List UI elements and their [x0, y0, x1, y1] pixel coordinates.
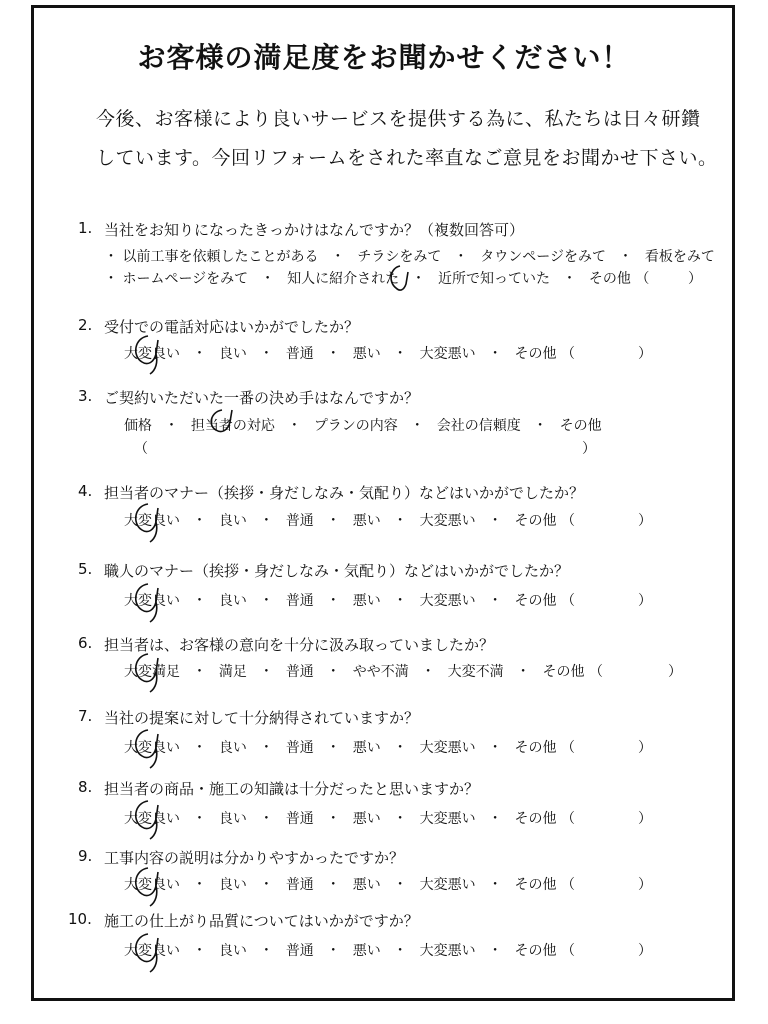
answer-options: [124, 590, 575, 610]
option[interactable]: 大変悪い: [419, 593, 476, 609]
separator: ・: [488, 811, 503, 827]
option[interactable]: やや不満: [352, 664, 409, 680]
option[interactable]: 以前工事を依頼したことがある: [122, 249, 319, 265]
paren-close: ）: [638, 811, 652, 827]
separator: ・: [104, 249, 118, 265]
separator: ・: [192, 811, 207, 827]
question-number: 3.: [78, 387, 93, 405]
separator: ・: [326, 877, 341, 893]
separator: ・: [326, 593, 341, 609]
separator: ・: [164, 418, 179, 434]
option[interactable]: 知人に紹介された: [287, 271, 400, 287]
option[interactable]: その他: [514, 346, 557, 362]
separator: ・: [393, 513, 408, 529]
paren-close: ）: [638, 346, 652, 362]
question-text: 受付での電話対応はいかがでしたか？: [104, 318, 360, 336]
option[interactable]: 良い: [218, 811, 247, 827]
option-selected[interactable]: 大変良い: [124, 811, 180, 827]
option[interactable]: その他: [514, 811, 557, 827]
option[interactable]: 良い: [218, 877, 247, 893]
option[interactable]: 普通: [285, 664, 314, 680]
separator: ・: [192, 346, 207, 362]
separator: ・: [192, 740, 207, 756]
separator: ・: [411, 271, 426, 287]
option-selected[interactable]: 大変良い: [124, 593, 180, 609]
separator: ・: [488, 593, 503, 609]
option[interactable]: 普通: [285, 346, 314, 362]
option[interactable]: 悪い: [352, 877, 381, 893]
question-number: 10.: [68, 910, 92, 928]
paren-close: ）: [688, 271, 702, 287]
paren-open: （: [560, 943, 575, 959]
question-text: 工事内容の説明は分かりやすかったですか？: [104, 849, 405, 867]
answer-options: [124, 661, 603, 681]
separator: ・: [287, 418, 302, 434]
question-number: 1.: [78, 219, 93, 237]
separator: ・: [562, 271, 577, 287]
option[interactable]: 大変不満: [447, 664, 504, 680]
option[interactable]: 普通: [285, 877, 314, 893]
intro-line-2: しています。今回リフォームをされた率直なご意見をお聞かせ下さい。: [96, 147, 718, 169]
paren-open: （: [560, 346, 575, 362]
answer-options: [124, 874, 575, 894]
answer-options: [124, 737, 575, 757]
option[interactable]: 大変悪い: [419, 513, 476, 529]
paren-close: ）: [638, 740, 652, 756]
paren-close: ）: [668, 664, 682, 680]
separator: ・: [488, 740, 503, 756]
option[interactable]: 普通: [285, 593, 314, 609]
separator: ・: [104, 271, 118, 287]
paren-close: ）: [638, 877, 652, 893]
paren-open: （: [560, 877, 575, 893]
paren-open: （: [560, 513, 575, 529]
option[interactable]: プランの内容: [313, 418, 398, 434]
separator: ・: [326, 943, 341, 959]
option[interactable]: チラシをみて: [357, 249, 442, 265]
separator: ・: [192, 664, 207, 680]
option[interactable]: 良い: [218, 513, 247, 529]
answer-options: [124, 343, 575, 363]
separator: ・: [259, 943, 274, 959]
paren-close: ）: [638, 593, 652, 609]
separator: ・: [488, 513, 503, 529]
option[interactable]: その他: [559, 418, 602, 434]
separator: ・: [326, 740, 341, 756]
paren-open: （: [588, 664, 603, 680]
separator: ・: [259, 346, 274, 362]
option[interactable]: 普通: [285, 513, 314, 529]
option[interactable]: 大変悪い: [419, 346, 476, 362]
separator: ・: [488, 943, 503, 959]
option[interactable]: その他: [514, 593, 557, 609]
separator: ・: [421, 664, 436, 680]
question-text: 職人のマナー（挨拶・身だしなみ・気配り）などはいかがでしたか？: [104, 562, 570, 580]
option-selected[interactable]: 大変良い: [124, 346, 180, 362]
option[interactable]: 良い: [218, 740, 247, 756]
separator: ・: [259, 664, 274, 680]
option[interactable]: ホームページをみて: [122, 271, 249, 287]
separator: ・: [259, 877, 274, 893]
option[interactable]: 大変悪い: [419, 877, 476, 893]
question-number: 8.: [78, 778, 93, 796]
option[interactable]: タウンページをみて: [480, 249, 606, 265]
option[interactable]: 悪い: [352, 740, 381, 756]
separator: ・: [326, 346, 341, 362]
separator: ・: [533, 418, 548, 434]
question-number: 7.: [78, 707, 93, 725]
question-text: 当社をお知りになったきっかけはなんですか？（複数回答可）: [104, 221, 525, 239]
option-selected[interactable]: 大変良い: [124, 877, 180, 893]
separator: ・: [393, 346, 408, 362]
option-selected[interactable]: 担当者の対応: [190, 418, 275, 434]
question-number: 6.: [78, 634, 93, 652]
separator: ・: [393, 811, 408, 827]
paren-open: （: [635, 271, 650, 287]
option[interactable]: 大変悪い: [419, 811, 476, 827]
separator: ・: [326, 664, 341, 680]
separator: ・: [259, 593, 274, 609]
paren-close: ）: [638, 943, 652, 959]
answer-options-line-2: [104, 268, 649, 288]
option[interactable]: 普通: [285, 811, 314, 827]
separator: ・: [260, 271, 275, 287]
option-selected[interactable]: 近所で知っていた: [438, 271, 550, 287]
option[interactable]: 悪い: [352, 943, 381, 959]
answer-options: [124, 415, 602, 435]
separator: ・: [618, 249, 633, 265]
answer-options: [124, 808, 575, 828]
page-title: お客様の満足度をお聞かせください！: [137, 41, 631, 74]
question-number: 9.: [78, 847, 93, 865]
separator: ・: [393, 877, 408, 893]
option[interactable]: 良い: [218, 593, 247, 609]
separator: ・: [330, 249, 345, 265]
answer-options: [124, 510, 575, 530]
separator: ・: [192, 593, 207, 609]
paren-close: ）: [582, 441, 596, 457]
question-text: 施工の仕上がり品質についてはいかがですか？: [104, 912, 419, 930]
paren-open: （: [560, 740, 575, 756]
option-selected[interactable]: 大変満足: [124, 664, 180, 680]
separator: ・: [488, 346, 503, 362]
separator: ・: [259, 513, 274, 529]
question-text: 担当者の商品・施工の知識は十分だったと思いますか？: [104, 780, 480, 798]
paren-open: （: [134, 441, 148, 457]
separator: ・: [393, 943, 408, 959]
option-selected[interactable]: 大変良い: [124, 740, 180, 756]
option[interactable]: 普通: [285, 740, 314, 756]
paren-close: ）: [638, 513, 652, 529]
question-number: 2.: [78, 316, 93, 334]
option[interactable]: その他: [514, 943, 557, 959]
separator: ・: [326, 513, 341, 529]
separator: ・: [453, 249, 468, 265]
option[interactable]: その他: [514, 513, 557, 529]
separator: ・: [259, 811, 274, 827]
question-number: 4.: [78, 482, 93, 500]
separator: ・: [259, 740, 274, 756]
question-number: 5.: [78, 560, 93, 578]
separator: ・: [192, 943, 207, 959]
question-text: 当社の提案に対して十分納得されていますか？: [104, 709, 420, 727]
answer-options-line-1: [104, 246, 715, 266]
option[interactable]: 大変悪い: [419, 943, 476, 959]
separator: ・: [393, 593, 408, 609]
option[interactable]: 悪い: [352, 346, 381, 362]
option[interactable]: その他: [514, 740, 557, 756]
separator: ・: [326, 811, 341, 827]
option[interactable]: 悪い: [352, 513, 381, 529]
option[interactable]: 価格: [124, 418, 152, 434]
option[interactable]: 良い: [218, 943, 247, 959]
option[interactable]: 大変悪い: [419, 740, 476, 756]
paren-open: （: [560, 811, 575, 827]
question-text: 担当者のマナー（挨拶・身だしなみ・気配り）などはいかがでしたか？: [104, 484, 585, 502]
separator: ・: [192, 877, 207, 893]
option[interactable]: 悪い: [352, 811, 381, 827]
option[interactable]: その他: [542, 664, 585, 680]
separator: ・: [488, 877, 503, 893]
option[interactable]: 満足: [218, 664, 247, 680]
option-selected[interactable]: 大変良い: [124, 943, 180, 959]
intro-line-1: 今後、お客様により良いサービスを提供する為に、私たちは日々研鑽: [96, 108, 701, 130]
option[interactable]: 普通: [285, 943, 314, 959]
separator: ・: [393, 740, 408, 756]
option[interactable]: その他: [514, 877, 557, 893]
answer-options: [124, 940, 575, 960]
question-text: ご契約いただいた一番の決め手はなんですか？: [104, 389, 420, 407]
separator: ・: [516, 664, 531, 680]
option[interactable]: 看板をみて: [644, 249, 715, 265]
option[interactable]: その他: [588, 271, 631, 287]
option[interactable]: 会社の信頼度: [436, 418, 521, 434]
paren-open: （: [560, 593, 575, 609]
separator: ・: [192, 513, 207, 529]
separator: ・: [410, 418, 425, 434]
option[interactable]: 悪い: [352, 593, 381, 609]
option-selected[interactable]: 大変良い: [124, 513, 180, 529]
option[interactable]: 良い: [218, 346, 247, 362]
question-text: 担当者は、お客様の意向を十分に汲み取っていましたか？: [104, 636, 495, 654]
